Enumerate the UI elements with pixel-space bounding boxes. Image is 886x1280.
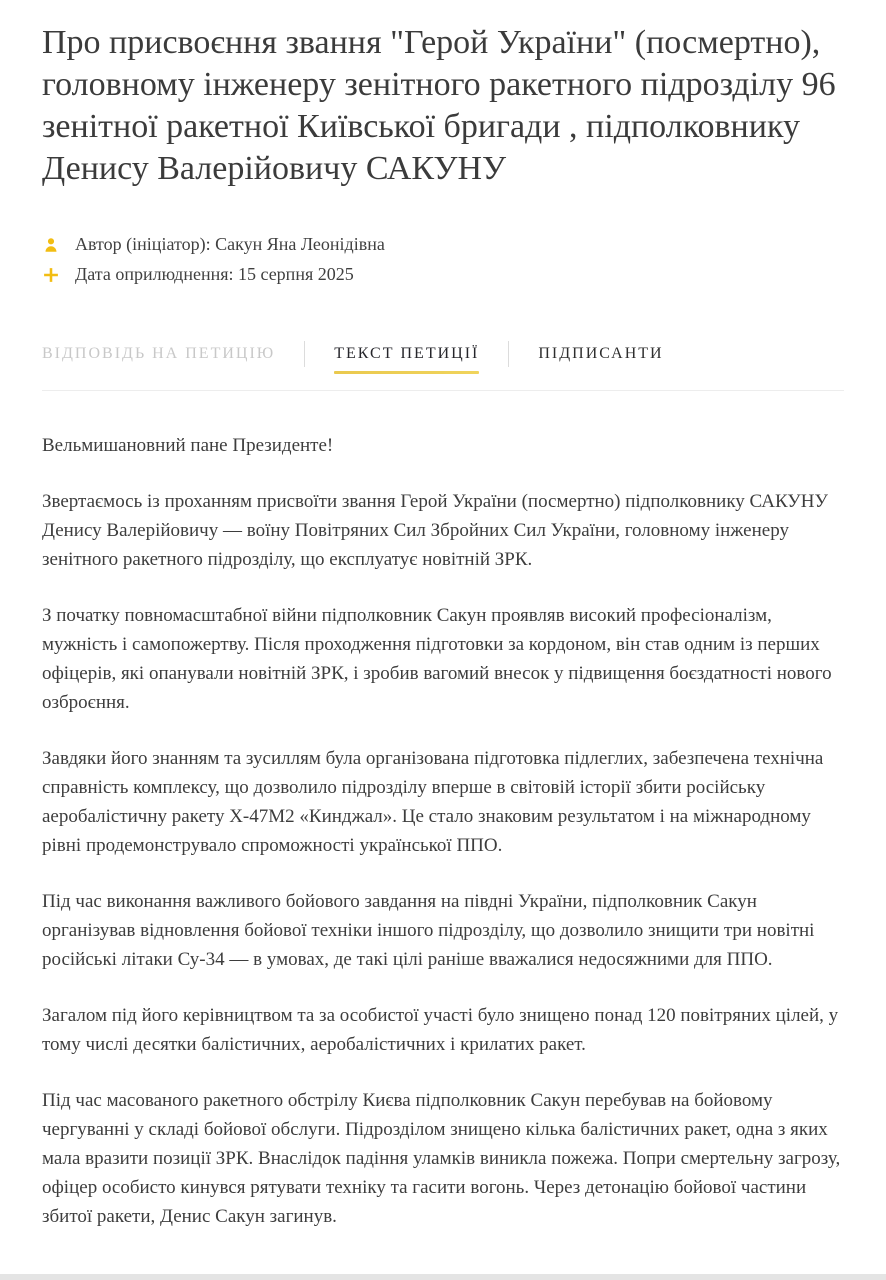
screenshot-bottom-cutoff: [0, 1274, 886, 1280]
tab-petition-answer[interactable]: ВІДПОВІДЬ НА ПЕТИЦІЮ: [42, 345, 276, 362]
petition-paragraph: Вельмишановний пане Президенте!: [42, 435, 334, 456]
petition-tabs: [42, 341, 844, 367]
petition-meta: [42, 234, 844, 285]
publish-date-text: Дата оприлюднення: 15 серпня 2025: [75, 264, 354, 284]
publish-date-row: [42, 264, 844, 285]
petition-text-content: [42, 431, 844, 1231]
petition-paragraph: З початку повномасштабної війни підполковник Сакун проявляв високий професіоналізм, мужність і самопожертву. Після проходження підготовки за кордоном, він став одним із перших офіцерів, які опанували новітній ЗРК, і зробив вагомий внесок у підвищення боєздатності нового озброєння.: [42, 605, 832, 713]
tab-divider: [304, 341, 305, 367]
author-text: Автор (ініціатор): Сакун Яна Леонідівна: [75, 234, 385, 254]
author-row: [42, 234, 844, 255]
tab-signers[interactable]: ПІДПИСАНТИ: [538, 345, 664, 362]
plus-icon: [42, 266, 60, 284]
petition-paragraph: Завдяки його знанням та зусиллям була організована підготовка підлеглих, забезпечена технічна справність комплексу, що дозволило підрозділу вперше в світовій історії збити російську аеробалістичну ракету Х-47М2 «Кинджал». Це стало знаковим результатом і на міжнародному рівні продемонструвало спроможності української ППО.: [42, 748, 824, 856]
petition-title: Про присвоєння звання "Герой України" (посмертно), головному інженеру зенітного ракетного підрозділу 96 зенітної ракетної Київської бригади , підполковнику Денису Валерійовичу САКУНУ: [42, 24, 836, 187]
tabs-bottom-divider: [42, 390, 844, 391]
petition-paragraph: Під час виконання важливого бойового завдання на півдні України, підполковник Сакун організував відновлення бойової техніки іншого підрозділу, що дозволило знищити три новітні російські літаки Су-34 — в умовах, де такі цілі раніше вважалися недосяжними для ППО.: [42, 891, 815, 970]
user-icon: [42, 236, 60, 254]
petition-paragraph: Під час масованого ракетного обстрілу Києва підполковник Сакун перебував на бойовому чергуванні у складі бойової обслуги. Підрозділом знищено кілька балістичних ракет, одна з яких мала вразити позиції ЗРК. Внаслідок падіння уламків виникла пожежа. Попри смертельну загрозу, офіцер особисто кинувся рятувати техніку та гасити вогонь. Через детонацію бойової частини збитої ракети, Денис Сакун загинув.: [42, 1090, 841, 1227]
tab-petition-text[interactable]: ТЕКСТ ПЕТИЦІЇ: [334, 343, 479, 365]
petition-paragraph: Звертаємось із проханням присвоїти звання Герой України (посмертно) підполковнику САКУНУ Денису Валерійовичу — воїну Повітряних Сил Збройних Сил України, головному інженеру зенітного ракетного підрозділу, що експлуатує новітній ЗРК.: [42, 491, 828, 570]
petition-paragraph: Загалом під його керівництвом та за особистої участі було знищено понад 120 повітряних цілей, у тому числі десятки балістичних, аеробалістичних і крилатих ракет.: [42, 1005, 839, 1055]
tab-divider: [508, 341, 509, 367]
